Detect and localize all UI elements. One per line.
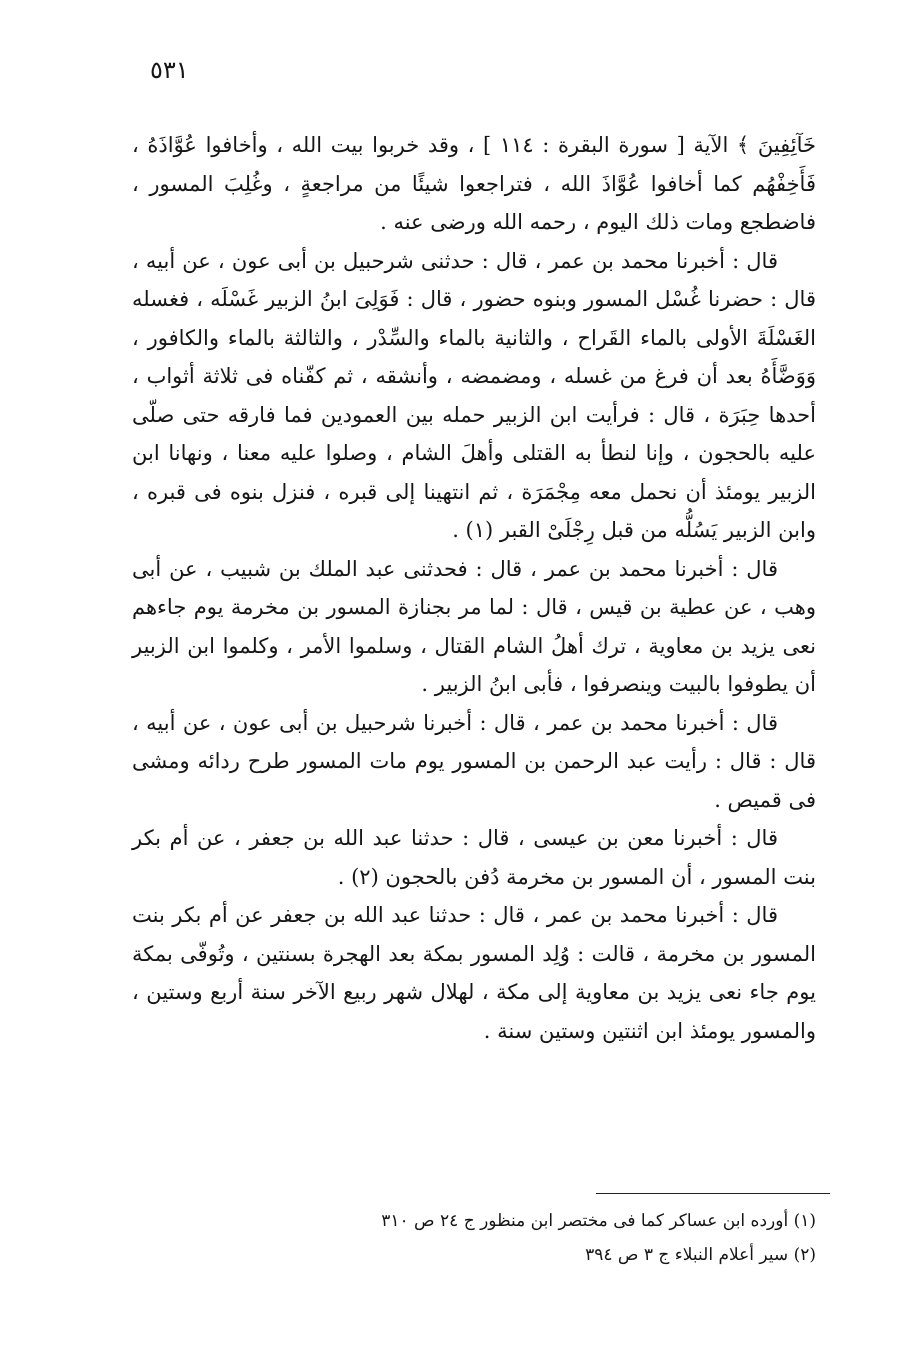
- paragraph-5: قال : أخبرنا معن بن عيسى ، قال : حدثنا عبد الله بن جعفر ، عن أم بكر بنت المسور ، أن المسور بن مخرمة دُفن بالحجون (٢) .: [132, 826, 816, 889]
- paragraph-3: قال : أخبرنا محمد بن عمر ، قال : فحدثنى عبد الملك بن شبيب ، عن أبى وهب ، عن عطية بن قيس ، قال : لما مر بجنازة المسور بن مخرمة يوم جاءهم نعى يزيد بن معاوية ، ترك أهلُ الشام القتال ، وسلموا الأمر ، وكلموا ابن الزبير أن يطوفوا بالبيت وينصرفوا ، فأبى ابنُ الزبير .: [132, 556, 816, 696]
- main-text: [132, 126, 816, 1050]
- paragraph-2: قال : أخبرنا محمد بن عمر ، قال : حدثنى شرحبيل بن أبى عون ، عن أبيه ، قال : حضرنا غُسْل المسور وبنوه حضور ، قال : فَوَلِىَ ابنُ الزبير غَسْلَه ، فغسله الغَسْلَةَ الأولى بالماء القَراح ، والثانية بالماء والسِّدْر ، والثالثة بالماء والكافور ، وَوَضَّأَهُ بعد أن فرغ من غسله ، ومضمضه ، وأنشقه ، ثم كفّناه فى ثلاثة أثواب ، أحدها حِبَرَة ، قال : فرأيت ابن الزبير حمله بين العمودين فما فارقه حتى صلّى عليه بالحجون ، وإنا لنطأ به القتلى وأهلَ الشام ، وصلوا عليه معنا ، ونهانا ابن الزبير يومئذ أن نحمل معه مِجْمَرَة ، ثم انتهينا إلى قبره ، فنزل بنوه فى قبره ، وابن الزبير يَسُلُّه من قبل رِجْلَىْ القبر (١) .: [132, 248, 816, 542]
- footnotes: [256, 1204, 816, 1272]
- page-number: ٥٣١: [150, 56, 189, 84]
- footnote-divider: [596, 1193, 830, 1194]
- paragraph-1: خَآئِفِينَ ﴾ الآية [ سورة البقرة : ١١٤ ] ، وقد خربوا بيت الله ، وأخافوا عُوَّاذَهُ ، فَأَخِفْهُم كما أخافوا عُوَّاذَ الله ، فتراجعوا شيئًا من مراجعةٍ ، وغُلِبَ المسور ، فاضطجع ومات ذلك اليوم ، رحمه الله ورضى عنه .: [132, 133, 816, 234]
- footnote-2: (٢) سير أعلام النبلاء ج ٣ ص ٣٩٤: [585, 1245, 816, 1265]
- paragraph-4: قال : أخبرنا محمد بن عمر ، قال : أخبرنا شرحبيل بن أبى عون ، عن أبيه ، قال : قال : رأيت عبد الرحمن بن المسور يوم مات المسور طرح ردائه ومشى فى قميص .: [132, 710, 816, 812]
- footnote-1: (١) أورده ابن عساكر كما فى مختصر ابن منظور ج ٢٤ ص ٣١٠: [381, 1211, 816, 1231]
- paragraph-6: قال : أخبرنا محمد بن عمر ، قال : حدثنا عبد الله بن جعفر عن أم بكر بنت المسور بن مخرمة ، قالت : وُلِد المسور بمكة بعد الهجرة بسنتين ، وتُوفّى بمكة يوم جاء نعى يزيد بن معاوية إلى مكة ، لهلال شهر ربيع الآخر سنة أربع وستين ، والمسور يومئذ ابن اثنتين وستين سنة .: [132, 903, 816, 1043]
